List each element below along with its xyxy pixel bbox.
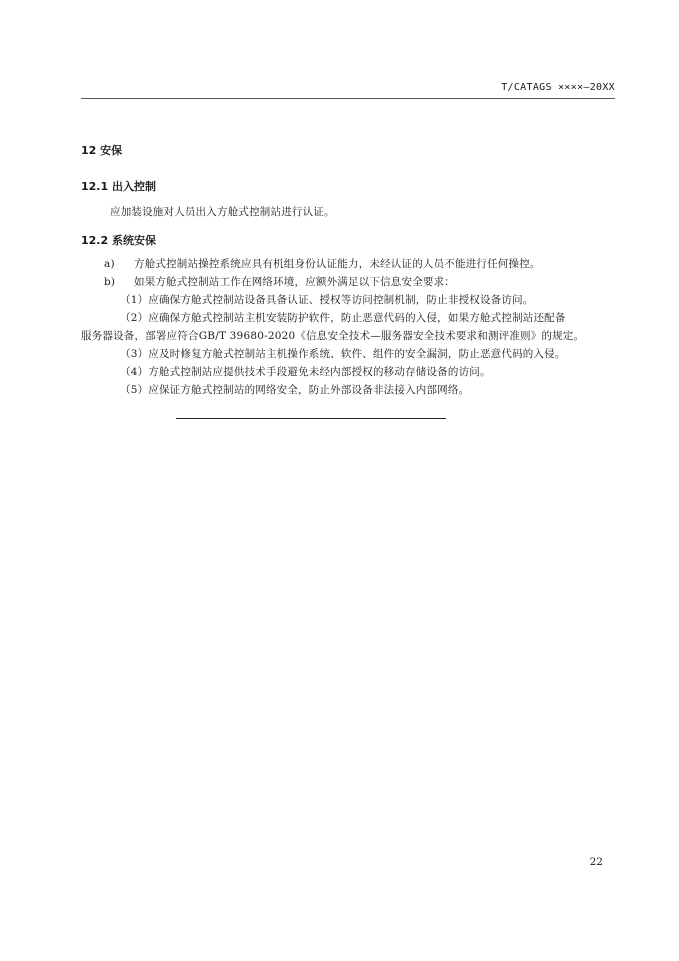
- list-item-b: [104, 274, 455, 289]
- sub-item-3: （3）应及时修复方舱式控制站主机操作系统、软件、组件的安全漏洞，防止恶意代码的入侵。: [120, 348, 566, 360]
- list-item-a-text: 方舱式控制站操控系统应具有机组身份认证能力，未经认证的人员不能进行任何操控。: [134, 258, 541, 270]
- list-item-a-label: a): [104, 258, 115, 270]
- list-item-a: [104, 256, 541, 271]
- list-item-b-label: b): [104, 276, 116, 288]
- section-12-title: 12 安保: [81, 144, 123, 157]
- section-12-2-title: 12.2 系统安保: [81, 234, 156, 247]
- page-number: 22: [589, 856, 603, 868]
- section-12-1-body: 应加装设施对人员出入方舱式控制站进行认证。: [110, 206, 335, 218]
- page-header-code: T/CATAGS ××××—20XX: [501, 82, 615, 93]
- list-item-b-text: 如果方舱式控制站工作在网络环境，应额外满足以下信息安全要求：: [134, 276, 455, 288]
- sub-item-2-line-2: 服务器设备，部署应符合GB/T 39680-2020《信息安全技术—服务器安全技术要求和测评准则》的规定。: [81, 330, 585, 342]
- sub-item-5: （5）应保证方舱式控制站的网络安全，防止外部设备非法接入内部网络。: [120, 384, 470, 396]
- end-of-text-rule: [176, 418, 446, 419]
- sub-item-2-line-1: （2）应确保方舱式控制站主机安装防护软件，防止恶意代码的入侵，如果方舱式控制站还配备: [120, 312, 566, 324]
- section-12-1-title: 12.1 出入控制: [81, 180, 156, 193]
- header-rule: [81, 98, 615, 99]
- sub-item-4: （4）方舱式控制站应提供技术手段避免未经内部授权的移动存储设备的访问。: [120, 366, 491, 378]
- sub-item-1: （1）应确保方舱式控制站设备具备认证、授权等访问控制机制，防止非授权设备访问。: [120, 294, 534, 306]
